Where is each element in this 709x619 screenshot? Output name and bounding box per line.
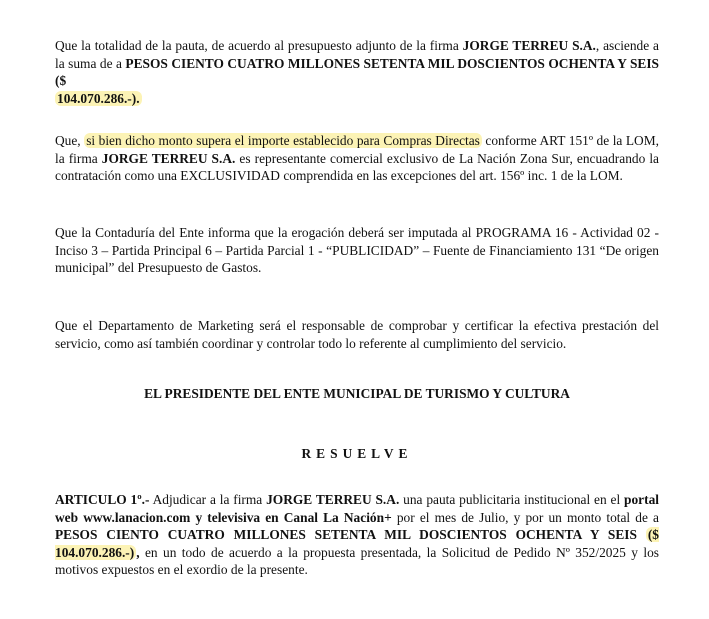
text: en un todo de acuerdo a la propuesta presentada, la Solicitud de Pedido Nº 352/2025 y los motivos expuestos en el exordio de la presente.: [55, 544, 659, 577]
heading-president: EL PRESIDENTE DEL ENTE MUNICIPAL DE TURISMO Y CULTURA: [144, 386, 570, 401]
amount-figure-highlighted: ($ 104.070.286.-): [55, 527, 659, 560]
text: Que la totalidad de la pauta, de acuerdo al presupuesto adjunto de la firma: [55, 38, 463, 53]
text: conforme ART 151º de la LOM, la firma: [55, 133, 659, 166]
paragraph-article-1: [55, 491, 659, 579]
comma: ,: [136, 544, 140, 560]
firm-name: JORGE TERREU S.A.: [462, 38, 596, 53]
highlighted-text: si bien dicho monto supera el importe establecido para Compras Directas: [86, 133, 480, 148]
firm-name: JORGE TERREU S.A.: [266, 492, 400, 507]
firm-name: JORGE TERREU S.A.: [101, 150, 236, 166]
paragraph-marketing: Que el Departamento de Marketing será el responsable de comprobar y certificar la efectiva prestación del servicio, como así también coordinar y controlar todo lo referente al cumplimiento del servicio.: [55, 318, 659, 351]
paragraph-exclusivity: [55, 132, 659, 185]
media-channels: portal web www.lanacion.com y televisiva en Canal La Nación+: [55, 492, 659, 525]
amount-figure-highlighted: 104.070.286.-).: [57, 90, 140, 106]
text: es representante comercial exclusivo de La Nación Zona Sur, encuadrando la contratación como una EXCLUSIVIDAD comprendida en las excepciones del art. 156º inc. 1 de la LOM.: [55, 150, 659, 183]
text: una pauta publicitaria institucional en el: [399, 492, 625, 507]
paragraph-total-budget: [55, 37, 659, 107]
paragraph-accounting: Que la Contaduría del Ente informa que la erogación deberá ser imputada al PROGRAMA 16 - Actividad 02 - Inciso 3 – Partida Principal 6 – Partida Parcial 1 - “PUBLICIDAD” – Fuente de Financiamiento 131 “De origen municipal” del Presupuesto de Gastos.: [55, 225, 659, 275]
text: [637, 527, 646, 542]
text: Adjudicar a la firma: [149, 492, 267, 507]
text: Que,: [55, 133, 85, 148]
text: por el mes de Julio, y por un monto total de a: [391, 509, 660, 525]
amount-words: PESOS CIENTO CUATRO MILLONES SETENTA MIL DOSCIENTOS OCHENTA Y SEIS ($: [55, 55, 659, 88]
text: , asciende a la suma de a: [55, 38, 660, 71]
heading-resuelve: RESUELVE: [301, 446, 413, 461]
article-label: ARTICULO 1º.-: [55, 492, 150, 507]
amount-words: PESOS CIENTO CUATRO MILLONES SETENTA MIL DOSCIENTOS OCHENTA Y SEIS: [55, 527, 637, 542]
